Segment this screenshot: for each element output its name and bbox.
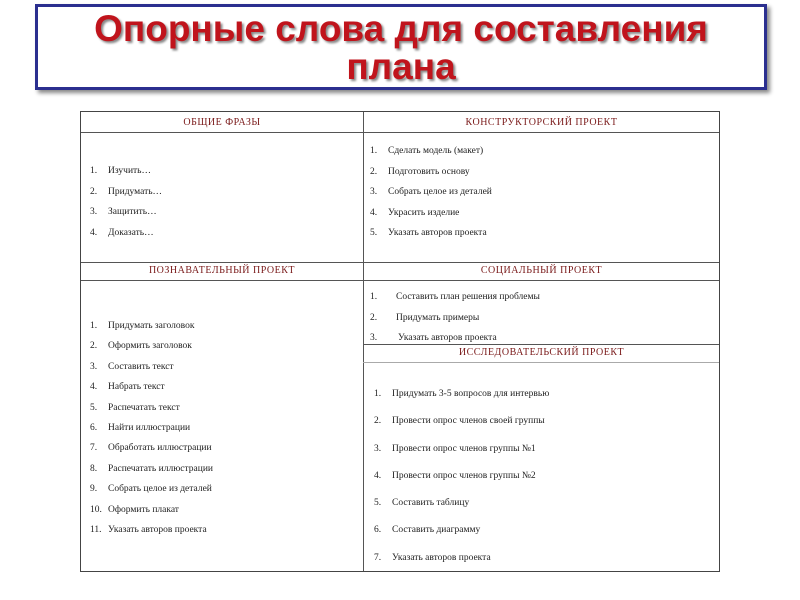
item-text: Придумать… (108, 186, 163, 197)
item-text: Указать авторов проекта (398, 333, 497, 343)
list-item: 1. Придумать заголовок (90, 321, 195, 331)
list-item: 6. Найти иллюстрации (90, 423, 191, 434)
item-text: Придумать примеры (396, 312, 480, 323)
list-item: 8. Распечатать иллюстрации (90, 463, 213, 474)
item-text: Указать авторов проекта (388, 228, 487, 238)
list-item: 5. Указать авторов проекта (370, 228, 487, 238)
list-item: 4. Украсить изделие (370, 207, 460, 218)
social-list (370, 287, 540, 349)
item-text: Составить диаграмму (392, 525, 481, 536)
list-item: 5. Составить таблицу (374, 498, 470, 509)
row-divider (81, 132, 719, 133)
header-design: КОНСТРУКТОРСКИЙ ПРОЕКТ (465, 117, 618, 128)
header-social: СОЦИАЛЬНЫЙ ПРОЕКТ (480, 265, 603, 276)
header-research: ИССЛЕДОВАТЕЛЬСКИЙ ПРОЕКТ (458, 347, 625, 358)
item-text: Набрать текст (108, 382, 165, 393)
header-general: ОБЩИЕ ФРАЗЫ (183, 117, 261, 128)
research-list (374, 381, 549, 572)
list-item: 3. Указать авторов проекта (370, 333, 497, 343)
item-text: Обработать иллюстрации (108, 443, 212, 454)
list-item: 2. Провести опрос членов своей группы (374, 416, 545, 427)
cognitive-list (90, 316, 213, 540)
list-item: 1. Изучить… (90, 166, 152, 176)
item-text: Указать авторов проекта (108, 525, 207, 536)
item-text: Составить текст (108, 361, 174, 372)
list-item: 2. Оформить заголовок (90, 341, 192, 352)
item-text: Найти иллюстрации (108, 423, 191, 434)
item-text: Провести опрос членов своей группы (392, 416, 545, 427)
item-text: Оформить плакат (108, 504, 179, 515)
item-text: Провести опрос членов группы №2 (392, 470, 536, 481)
item-text: Украсить изделие (388, 207, 460, 218)
item-text: Распечатать текст (108, 402, 180, 413)
item-text: Изучить… (108, 166, 152, 176)
item-text: Собрать целое из деталей (388, 187, 492, 197)
row-divider (81, 262, 719, 263)
column-divider (363, 112, 364, 571)
item-text: Доказать… (108, 227, 154, 238)
list-item: 4. Доказать… (90, 227, 154, 238)
list-item: 5. Распечатать текст (90, 402, 180, 413)
item-text: Распечатать иллюстрации (108, 463, 213, 474)
general-list (90, 161, 162, 243)
list-item: 3. Защитить… (90, 207, 157, 217)
list-item: 1. Сделать модель (макет) (370, 146, 484, 156)
item-text: Провести опрос членов группы №1 (392, 443, 536, 454)
title-box (35, 4, 767, 90)
item-text: Составить план решения проблемы (396, 292, 540, 302)
list-item: 7. Обработать иллюстрации (90, 443, 212, 454)
list-item: 9. Собрать целое из деталей (90, 484, 212, 495)
item-text: Собрать целое из деталей (108, 484, 212, 495)
design-list (370, 141, 492, 244)
row-divider (81, 280, 719, 281)
row-divider (363, 362, 719, 363)
list-item: 1. Придумать 3-5 вопросов для интервью (374, 389, 550, 399)
list-item: 2. Придумать… (90, 186, 163, 197)
list-item: 3. Провести опрос членов группы №1 (374, 443, 536, 454)
list-item: 2. Подготовить основу (370, 166, 470, 177)
list-item: 3. Собрать целое из деталей (370, 187, 492, 197)
item-text: Составить таблицу (392, 498, 470, 509)
list-item: 11. Указать авторов проекта (90, 525, 207, 536)
list-item: 6. Составить диаграмму (374, 525, 481, 536)
item-text: Сделать модель (макет) (388, 146, 484, 156)
list-item: 4. Набрать текст (90, 382, 165, 393)
plan-table (80, 111, 720, 572)
item-text: Указать авторов проекта (392, 552, 491, 563)
list-item: 10. Оформить плакат (90, 504, 179, 515)
item-text: Защитить… (108, 207, 157, 217)
header-cognitive: ПОЗНАВАТЕЛЬНЫЙ ПРОЕКТ (148, 265, 296, 276)
list-item: 4. Провести опрос членов группы №2 (374, 470, 536, 481)
list-item: 3. Составить текст (90, 361, 174, 372)
slide-title: Опорные слова для составления плана (94, 8, 708, 87)
list-item: 2. Придумать примеры (370, 312, 480, 323)
item-text: Подготовить основу (388, 166, 470, 177)
list-item: 7. Указать авторов проекта (374, 552, 491, 563)
item-text: Оформить заголовок (108, 341, 192, 352)
item-text: Придумать заголовок (108, 321, 195, 331)
item-text: Придумать 3-5 вопросов для интервью (392, 389, 550, 399)
list-item: 1. Составить план решения проблемы (370, 292, 540, 302)
